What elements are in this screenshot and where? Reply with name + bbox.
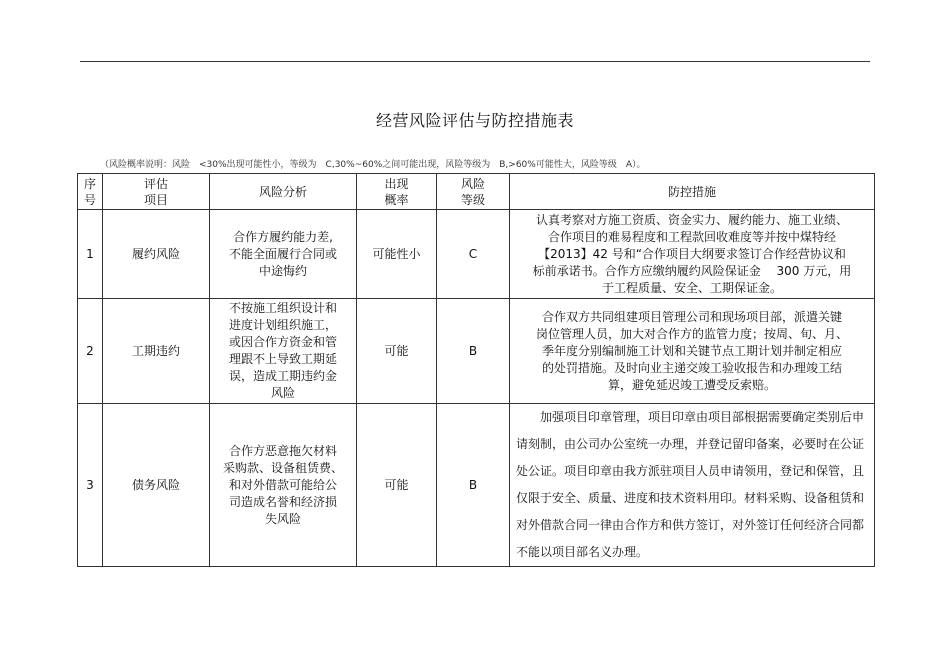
cell-analysis: 合作方恶意拖欠材料 采购款、设备租赁费、 和对外借款可能给公 司造成名誉和经济损 失风险	[210, 404, 357, 567]
cell-seq: 1	[78, 210, 103, 299]
cell-seq: 3	[78, 404, 103, 567]
header-analysis: 风险分析	[210, 174, 357, 210]
cell-probability: 可能	[357, 299, 437, 404]
header-seq: 序 号	[78, 174, 103, 210]
cell-measures: 认真考察对方施工资质、资金实力、履约能力、施工业绩、 合作项目的难易程度和工程款回收难度等并按中煤特经 【2013】42 号和“合作项目大纲要求签订合作经营协议和 标前承诺书。合作方应缴纳履约风险保证金 300 万元，用 于工程质量、安全、工期保证金。	[510, 210, 875, 299]
cell-level: B	[437, 299, 510, 404]
table-header-row	[78, 174, 875, 210]
page-title: 经营风险评估与防控措施表	[375, 111, 574, 130]
cell-seq: 2	[78, 299, 103, 404]
header-item: 评估 项目	[103, 174, 210, 210]
table-row	[78, 210, 875, 299]
risk-table	[77, 173, 875, 567]
header-measures: 防控措施	[510, 174, 875, 210]
cell-measures: 合作双方共同组建项目管理公司和现场项目部，派遣关键 岗位管理人员，加大对合作方的监管力度；按周、旬、月、 季年度分别编制施工计划和关键节点工期计划并制定相应 的处罚措施。及时向业主递交竣工验收报告和办理竣工结 算，避免延迟竣工遭受反索赔。	[510, 299, 875, 404]
top-divider	[80, 61, 870, 62]
risk-probability-note: （风险概率说明：风险 <30%出现可能性小，等级为 C,30%~60%之间可能出现，风险等级为 B,>60%可能性大，风险等级 A）。	[100, 160, 646, 170]
cell-item: 工期违约	[103, 299, 210, 404]
cell-item: 债务风险	[103, 404, 210, 567]
cell-level: C	[437, 210, 510, 299]
cell-measures: 加强项目印章管理，项目印章由项目部根据需要确定类别后申请刻制，由公司办公室统一办理，并登记留印备案，必要时在公证处公证。项目印章由我方派驻项目人员申请领用，登记和保管，且仅限于安全、质量、进度和技术资料用印。材料采购、设备租赁和对外借款合同一律由合作方和供方签订，对外签订任何经济合同都不能以项目部名义办理。	[510, 404, 875, 567]
cell-analysis: 不按施工组织设计和 进度计划组织施工， 或因合作方资金和管 理跟不上导致工期延 误，造成工期违约金 风险	[210, 299, 357, 404]
cell-probability: 可能	[357, 404, 437, 567]
table-row	[78, 299, 875, 404]
cell-probability: 可能性小	[357, 210, 437, 299]
cell-analysis: 合作方履约能力差, 不能全面履行合同或 中途悔约	[210, 210, 357, 299]
table-row	[78, 404, 875, 567]
cell-level: B	[437, 404, 510, 567]
header-probability: 出现 概率	[357, 174, 437, 210]
header-level: 风险 等级	[437, 174, 510, 210]
cell-item: 履约风险	[103, 210, 210, 299]
